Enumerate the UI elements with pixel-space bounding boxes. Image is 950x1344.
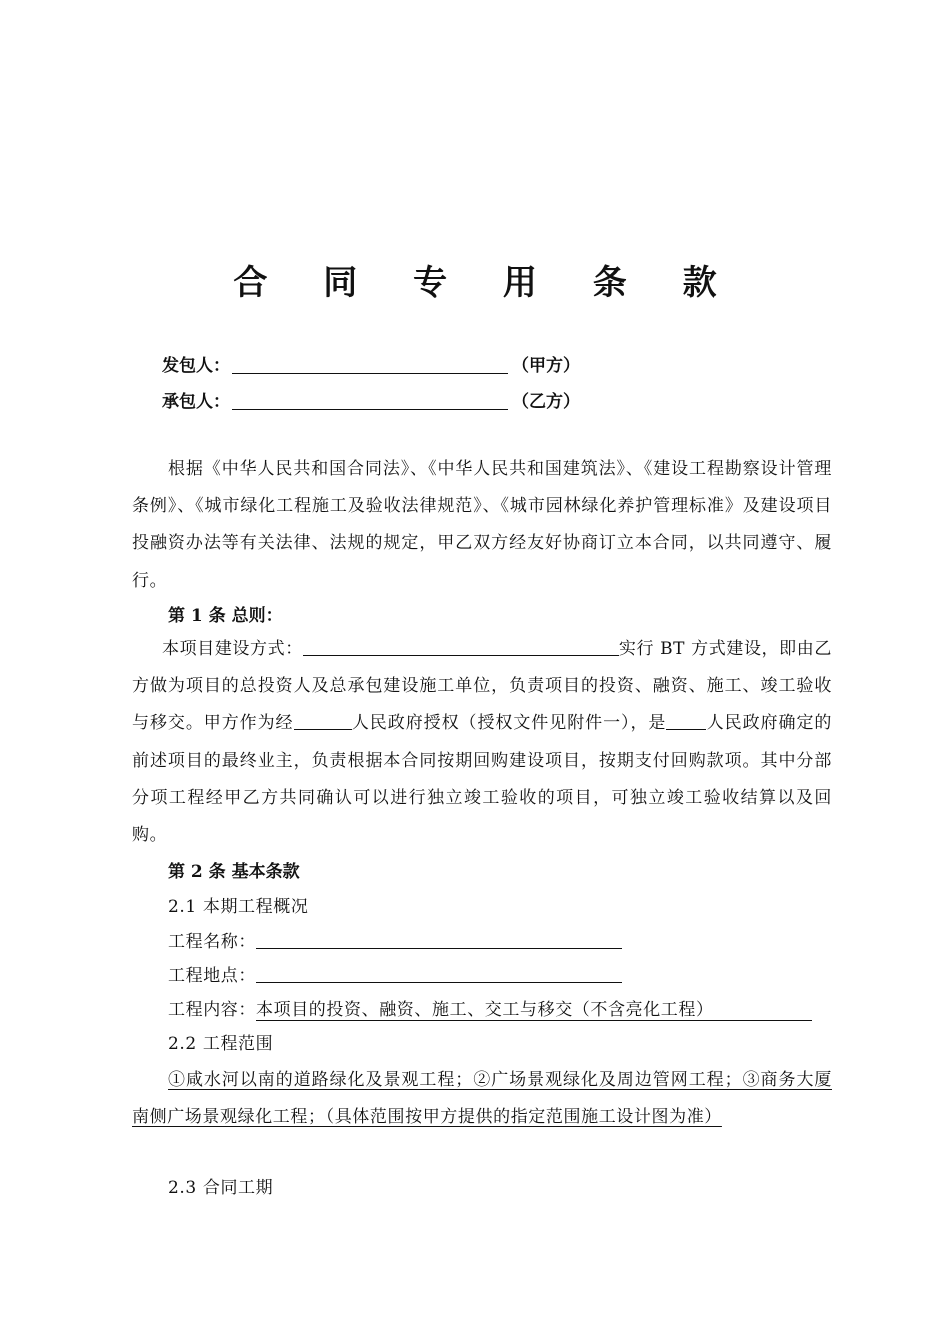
contractor-row (162, 388, 580, 412)
article1-paragraph (132, 631, 832, 854)
article1-heading: 第 1 条 总则： (168, 606, 283, 626)
scope-text: ①咸水河以南的道路绿化及景观工程；②广场景观绿化及周边管网工程；③商务大厦南侧广场景观绿化工程；（具体范围按甲方提供的指定范围施工设计图为准） (132, 1070, 832, 1128)
project-content-value: 本项目的投资、融资、施工、交工与移交（不含亮化工程） (256, 998, 812, 1021)
contractor-label: 承包人： (162, 392, 230, 412)
employer-row (162, 352, 580, 376)
section-2-1: 2.1 本期工程概况 (168, 897, 309, 917)
government-blank-1[interactable] (294, 711, 352, 730)
project-name-row (168, 930, 622, 954)
article1-text-c: 人民政府授权（授权文件见附件一），是 (351, 713, 667, 734)
employer-label: 发包人： (162, 356, 230, 376)
employer-blank[interactable] (232, 355, 508, 374)
project-location-label: 工程地点： (168, 966, 256, 986)
document-title: 合 同 专 用 条 款 (233, 263, 739, 303)
government-blank-2[interactable] (666, 711, 706, 730)
section-2-2: 2.2 工程范围 (168, 1034, 274, 1054)
project-content-label: 工程内容： (168, 1000, 256, 1020)
article1-text-b: 实行 BT 方式建设，即由乙方做为项目的总投资人及总承包建设施工单位，负责项目的投资、融资、施工、竣工验收与移交。甲方作为经 (132, 639, 832, 734)
project-name-label: 工程名称： (168, 932, 256, 952)
article2-heading: 第 2 条 基本条款 (168, 862, 300, 882)
project-name-blank[interactable] (256, 930, 622, 949)
contractor-blank[interactable] (232, 391, 508, 410)
project-location-row (168, 964, 622, 988)
section-2-3: 2.3 合同工期 (168, 1178, 274, 1198)
scope-paragraph (132, 1062, 832, 1136)
article1-text-a: 本项目建设方式： (162, 639, 303, 659)
project-content-row (168, 998, 812, 1022)
preamble-paragraph: 根据《中华人民共和国合同法》、《中华人民共和国建筑法》、《建设工程勘察设计管理条例》、《城市绿化工程施工及验收法律规范》、《城市园林绿化养护管理标准》及建设项目投融资办法等有关法律、法规的规定，甲乙双方经友好协商订立本合同，以共同遵守、履行。 (132, 459, 832, 591)
construction-method-blank[interactable] (303, 637, 619, 656)
article1-text-d: 人民政府确定的前述项目的最终业主，负责根据本合同按期回购建设项目，按期支付回购款项。其中分部分项工程经甲乙方共同确认可以进行独立竣工验收的项目，可独立竣工验收结算以及回购。 (132, 713, 832, 846)
project-location-blank[interactable] (256, 964, 622, 983)
employer-role: （甲方） (512, 356, 580, 376)
contractor-role: （乙方） (512, 392, 580, 412)
